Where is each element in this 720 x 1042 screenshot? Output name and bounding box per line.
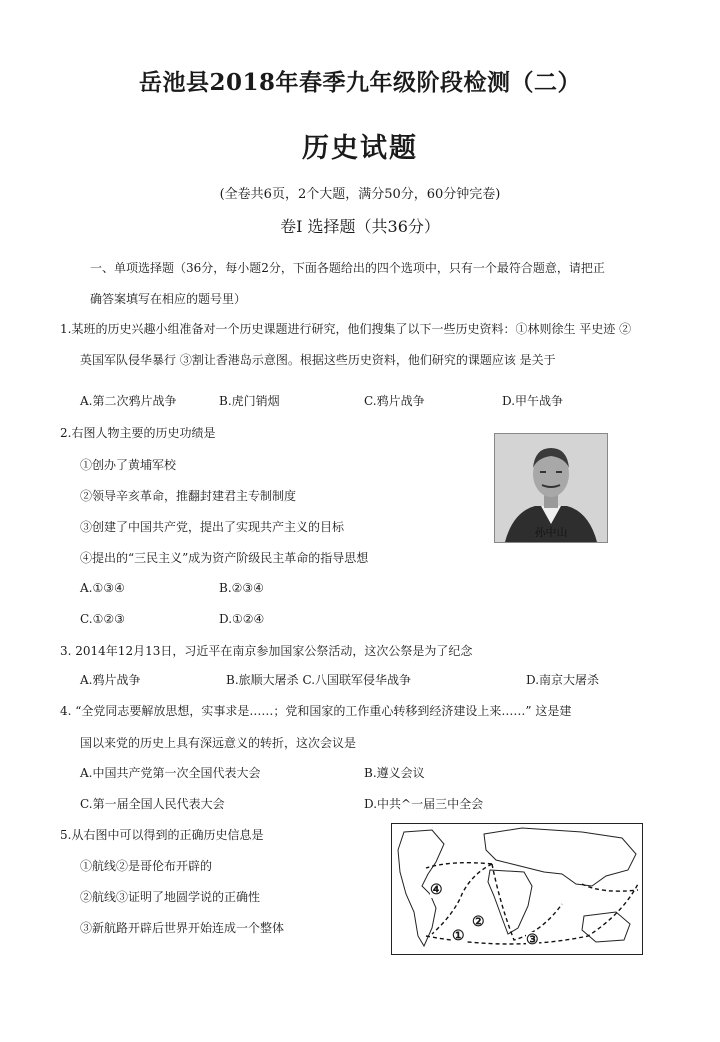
portrait-caption: 孙中山 (534, 526, 568, 539)
world-routes-map (391, 823, 643, 955)
q2-stem: 2.右图人物主要的历史功绩是 (60, 426, 216, 440)
map-route-label-1: ① (452, 928, 465, 944)
map-route-label-3: ③ (526, 932, 539, 948)
q4-option-c: C.第一届全国人民代表大会 (80, 797, 225, 811)
q4-option-d: D.中共^一届三中全会 (364, 797, 484, 811)
q4-option-b: B.遵义会议 (364, 766, 425, 780)
q1-stem-line-2: 英国军队侵华暴行 ③割让香港岛示意图。根据这些历史资料，他们研究的课题应该 是关于 (80, 353, 556, 367)
q2-statement-4: ④提出的“三民主义”成为资产阶级民主革命的指导思想 (80, 551, 369, 565)
instructions-line-1: 一、单项选择题（36分，每小题2分，下面各题给出的四个选项中，只有一个最符合题意，请把正 (90, 261, 605, 275)
map-route-label-2: ② (472, 914, 485, 930)
exam-info: (全卷共6页，2个大题，满分50分，60分钟完卷) (219, 187, 501, 202)
instructions-line-2: 确答案填写在相应的题号里） (90, 292, 247, 306)
q2-option-a: A.①③④ (80, 581, 125, 595)
q2-option-c: C.①②③ (80, 612, 125, 626)
q3-stem: 3. 2014年12月13日，习近平在南京参加国家公祭活动，这次公祭是为了纪念 (60, 644, 473, 658)
map-route-label-4: ④ (430, 882, 443, 898)
q5-stem: 5.从右图中可以得到的正确历史信息是 (60, 828, 264, 842)
q1-option-a: A.第二次鸦片战争 (80, 394, 177, 408)
q5-statement-3: ③新航路开辟后世界开始连成一个整体 (80, 921, 285, 935)
q1-option-d: D.甲午战争 (502, 394, 564, 408)
q3-option-bc: B.旅顺大屠杀 C.八国联军侵华战争 (226, 673, 412, 687)
q4-option-a: A.中国共产党第一次全国代表大会 (80, 766, 261, 780)
q3-option-a: A.鸦片战争 (80, 673, 141, 687)
q1-stem-line-1: 1.某班的历史兴趣小组准备对一个历史课题进行研究，他们搜集了以下一些历史资料：①林则徐生 平史迹 ② (60, 322, 632, 336)
q1-option-b: B.虎门销烟 (219, 394, 280, 408)
q2-statement-1: ①创办了黄埔军校 (80, 458, 177, 472)
q1-option-c: C.鸦片战争 (364, 394, 425, 408)
q5-statement-1: ①航线②是哥伦布开辟的 (80, 859, 213, 873)
portrait-photo (494, 433, 608, 543)
q4-stem-line-2: 国以来党的历史上具有深远意义的转折，这次会议是 (80, 736, 357, 750)
q2-statement-3: ③创建了中国共产党，提出了实现共产主义的目标 (80, 520, 345, 534)
section-heading: 卷Ⅰ 选择题（共36分） (280, 217, 440, 236)
q3-option-d: D.南京大屠杀 (526, 673, 600, 687)
q5-statement-2: ②航线③证明了地圆学说的正确性 (80, 890, 261, 904)
q4-stem-line-1: 4. “全党同志要解放思想，实事求是……；党和国家的工作重心转移到经济建设上来……” 这是建 (60, 704, 572, 718)
exam-title: 岳池县2018年春季九年级阶段检测（二） (138, 69, 581, 96)
q2-option-d: D.①②④ (219, 612, 265, 626)
subject-title: 历史试题 (302, 133, 418, 164)
q2-option-b: B.②③④ (219, 581, 264, 595)
q2-statement-2: ②领导辛亥革命，推翻封建君主专制制度 (80, 489, 297, 503)
